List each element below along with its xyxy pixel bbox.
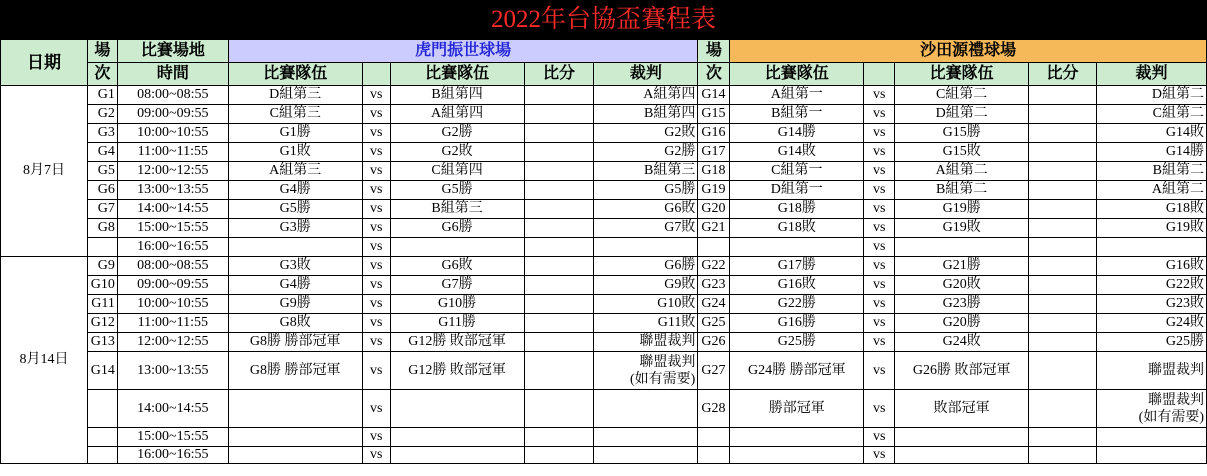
- table-row: [1, 86, 1207, 105]
- referee-venue1: G7敗: [594, 219, 698, 238]
- time-slot: 12:00~12:55: [117, 162, 228, 181]
- score-venue2: [1029, 276, 1097, 295]
- vs-venue1: vs: [362, 162, 390, 181]
- header-score2: 比分: [1029, 63, 1097, 86]
- referee-venue1: G2勝: [594, 143, 698, 162]
- vs-venue2: vs: [864, 219, 895, 238]
- team-a-venue1: A組第三: [228, 162, 362, 181]
- vs-venue2: vs: [864, 162, 895, 181]
- team-a-venue2: G22勝: [730, 295, 864, 314]
- referee-venue2: 聯盟裁判 (如有需要): [1097, 390, 1207, 428]
- time-slot: 16:00~16:55: [117, 447, 228, 464]
- referee-venue1: B組第三: [594, 162, 698, 181]
- referee-venue1: G10敗: [594, 295, 698, 314]
- score-venue1: [524, 314, 594, 333]
- table-row: [1, 219, 1207, 238]
- game-number-venue2: G18: [698, 162, 730, 181]
- vs-venue2: vs: [864, 105, 895, 124]
- referee-venue2: G16敗: [1097, 257, 1207, 276]
- score-venue1: [524, 295, 594, 314]
- score-venue1: [524, 428, 594, 447]
- table-row: [1, 428, 1207, 447]
- table-row: [1, 276, 1207, 295]
- game-number-venue2: G22: [698, 257, 730, 276]
- team-b-venue2: 敗部冠軍: [895, 390, 1029, 428]
- team-b-venue2: G19勝: [895, 200, 1029, 219]
- vs-venue2: vs: [864, 257, 895, 276]
- time-slot: 15:00~15:55: [117, 428, 228, 447]
- team-a-venue2: G24勝 勝部冠軍: [730, 352, 864, 390]
- referee-venue2: G24敗: [1097, 314, 1207, 333]
- game-number-venue1: G6: [87, 181, 117, 200]
- referee-venue2: [1097, 428, 1207, 447]
- score-venue1: [524, 390, 594, 428]
- table-row: [1, 181, 1207, 200]
- vs-venue2: vs: [864, 314, 895, 333]
- header-field-bottom: 次: [87, 63, 117, 86]
- team-a-venue1: G1勝: [228, 124, 362, 143]
- vs-venue1: vs: [362, 124, 390, 143]
- referee-venue1: 聯盟裁判 (如有需要): [594, 352, 698, 390]
- team-a-venue2: G18勝: [730, 200, 864, 219]
- team-b-venue1: G7勝: [390, 276, 524, 295]
- header-referee2: 裁判: [1097, 63, 1207, 86]
- referee-venue1: [594, 447, 698, 464]
- team-a-venue2: G17勝: [730, 257, 864, 276]
- table-row: [1, 162, 1207, 181]
- header-field2-top: 場: [698, 40, 730, 63]
- score-venue1: [524, 257, 594, 276]
- game-number-venue2: G15: [698, 105, 730, 124]
- score-venue1: [524, 219, 594, 238]
- time-slot: 14:00~14:55: [117, 200, 228, 219]
- referee-venue1: B組第四: [594, 105, 698, 124]
- score-venue1: [524, 143, 594, 162]
- vs-venue1: vs: [362, 276, 390, 295]
- referee-venue2: [1097, 238, 1207, 257]
- team-b-venue2: G26勝 敗部冠軍: [895, 352, 1029, 390]
- score-venue2: [1029, 219, 1097, 238]
- team-a-venue1: G1敗: [228, 143, 362, 162]
- table-row: [1, 200, 1207, 219]
- referee-venue1: 聯盟裁判: [594, 333, 698, 352]
- referee-venue2: G14敗: [1097, 124, 1207, 143]
- team-a-venue2: G16敗: [730, 276, 864, 295]
- score-venue2: [1029, 124, 1097, 143]
- team-a-venue1: G8勝 勝部冠軍: [228, 352, 362, 390]
- score-venue1: [524, 124, 594, 143]
- game-number-venue1: G13: [87, 333, 117, 352]
- vs-venue2: vs: [864, 447, 895, 464]
- team-b-venue2: G24敗: [895, 333, 1029, 352]
- referee-venue1: G6敗: [594, 200, 698, 219]
- team-b-venue1: G5勝: [390, 181, 524, 200]
- team-a-venue1: [228, 238, 362, 257]
- team-b-venue2: G15勝: [895, 124, 1029, 143]
- referee-venue1: A組第四: [594, 86, 698, 105]
- score-venue1: [524, 276, 594, 295]
- header-team-b2: 比賽隊伍: [895, 63, 1029, 86]
- game-number-venue1: G2: [87, 105, 117, 124]
- team-a-venue2: G14勝: [730, 124, 864, 143]
- team-a-venue2: G16勝: [730, 314, 864, 333]
- team-a-venue1: G5勝: [228, 200, 362, 219]
- vs-venue2: vs: [864, 428, 895, 447]
- team-b-venue2: G19敗: [895, 219, 1029, 238]
- referee-venue2: D組第二: [1097, 86, 1207, 105]
- team-b-venue1: C組第四: [390, 162, 524, 181]
- score-venue2: [1029, 143, 1097, 162]
- time-slot: 09:00~09:55: [117, 276, 228, 295]
- team-a-venue2: [730, 447, 864, 464]
- team-b-venue1: G10勝: [390, 295, 524, 314]
- header-row-top: [1, 40, 1207, 63]
- referee-venue1: [594, 238, 698, 257]
- time-slot: 10:00~10:55: [117, 124, 228, 143]
- vs-venue2: vs: [864, 276, 895, 295]
- score-venue2: [1029, 295, 1097, 314]
- game-number-venue1: G7: [87, 200, 117, 219]
- team-b-venue1: [390, 390, 524, 428]
- team-b-venue1: G2敗: [390, 143, 524, 162]
- score-venue2: [1029, 390, 1097, 428]
- team-a-venue2: B組第一: [730, 105, 864, 124]
- time-slot: 15:00~15:55: [117, 219, 228, 238]
- team-a-venue2: [730, 428, 864, 447]
- vs-venue1: vs: [362, 219, 390, 238]
- header-time: 時間: [117, 63, 228, 86]
- team-b-venue2: D組第二: [895, 105, 1029, 124]
- table-row: [1, 105, 1207, 124]
- sheet-title: 2022年台協盃賽程表: [0, 0, 1207, 39]
- score-venue2: [1029, 181, 1097, 200]
- team-a-venue1: C組第三: [228, 105, 362, 124]
- referee-venue2: G19敗: [1097, 219, 1207, 238]
- team-b-venue1: B組第四: [390, 86, 524, 105]
- game-number-venue2: G24: [698, 295, 730, 314]
- team-b-venue1: [390, 428, 524, 447]
- team-a-venue1: G4勝: [228, 276, 362, 295]
- game-number-venue2: G21: [698, 219, 730, 238]
- game-number-venue2: G28: [698, 390, 730, 428]
- vs-venue2: vs: [864, 124, 895, 143]
- referee-venue1: G2敗: [594, 124, 698, 143]
- team-b-venue2: G20敗: [895, 276, 1029, 295]
- match-date: 8月7日: [1, 86, 88, 257]
- team-a-venue1: G3敗: [228, 257, 362, 276]
- referee-venue2: [1097, 447, 1207, 464]
- referee-venue2: 聯盟裁判: [1097, 352, 1207, 390]
- game-number-venue2: [698, 428, 730, 447]
- time-slot: 14:00~14:55: [117, 390, 228, 428]
- table-row: [1, 143, 1207, 162]
- game-number-venue1: [87, 447, 117, 464]
- game-number-venue1: G9: [87, 257, 117, 276]
- referee-venue1: G11敗: [594, 314, 698, 333]
- table-row: [1, 314, 1207, 333]
- score-venue2: [1029, 333, 1097, 352]
- game-number-venue2: G19: [698, 181, 730, 200]
- team-a-venue1: G9勝: [228, 295, 362, 314]
- score-venue1: [524, 352, 594, 390]
- team-b-venue1: G12勝 敗部冠軍: [390, 333, 524, 352]
- referee-venue1: [594, 390, 698, 428]
- team-b-venue2: B組第二: [895, 181, 1029, 200]
- table-row: [1, 352, 1207, 390]
- referee-venue1: [594, 428, 698, 447]
- game-number-venue1: G3: [87, 124, 117, 143]
- score-venue1: [524, 86, 594, 105]
- game-number-venue2: G16: [698, 124, 730, 143]
- team-a-venue2: 勝部冠軍: [730, 390, 864, 428]
- score-venue2: [1029, 314, 1097, 333]
- table-row: [1, 390, 1207, 428]
- score-venue1: [524, 200, 594, 219]
- match-date: 8月14日: [1, 257, 88, 464]
- time-slot: 16:00~16:55: [117, 238, 228, 257]
- score-venue1: [524, 447, 594, 464]
- score-venue1: [524, 333, 594, 352]
- score-venue2: [1029, 162, 1097, 181]
- vs-venue1: vs: [362, 86, 390, 105]
- game-number-venue1: G1: [87, 86, 117, 105]
- vs-venue1: vs: [362, 314, 390, 333]
- game-number-venue1: [87, 390, 117, 428]
- team-b-venue2: G21勝: [895, 257, 1029, 276]
- game-number-venue1: G8: [87, 219, 117, 238]
- team-a-venue1: G4勝: [228, 181, 362, 200]
- time-slot: 13:00~13:55: [117, 352, 228, 390]
- vs-venue1: vs: [362, 143, 390, 162]
- score-venue2: [1029, 238, 1097, 257]
- team-b-venue1: G2勝: [390, 124, 524, 143]
- time-slot: 11:00~11:55: [117, 143, 228, 162]
- vs-venue1: vs: [362, 447, 390, 464]
- vs-venue1: vs: [362, 238, 390, 257]
- vs-venue1: vs: [362, 105, 390, 124]
- team-b-venue2: A組第二: [895, 162, 1029, 181]
- team-b-venue1: G11勝: [390, 314, 524, 333]
- team-a-venue2: G18敗: [730, 219, 864, 238]
- header-vs1-blank: [362, 63, 390, 86]
- vs-venue2: vs: [864, 390, 895, 428]
- game-number-venue2: G25: [698, 314, 730, 333]
- time-slot: 12:00~12:55: [117, 333, 228, 352]
- time-slot: 10:00~10:55: [117, 295, 228, 314]
- time-slot: 11:00~11:55: [117, 314, 228, 333]
- referee-venue1: G6勝: [594, 257, 698, 276]
- table-row: [1, 257, 1207, 276]
- header-field-top: 場: [87, 40, 117, 63]
- score-venue1: [524, 181, 594, 200]
- score-venue2: [1029, 352, 1097, 390]
- header-team-a2: 比賽隊伍: [730, 63, 864, 86]
- header-venue-label: 比賽場地: [117, 40, 228, 63]
- team-a-venue2: [730, 238, 864, 257]
- team-b-venue1: B組第三: [390, 200, 524, 219]
- score-venue2: [1029, 257, 1097, 276]
- header-date: 日期: [1, 40, 88, 86]
- game-number-venue1: G11: [87, 295, 117, 314]
- vs-venue1: vs: [362, 181, 390, 200]
- team-a-venue1: [228, 428, 362, 447]
- team-b-venue2: [895, 447, 1029, 464]
- game-number-venue1: G10: [87, 276, 117, 295]
- table-row: [1, 333, 1207, 352]
- schedule-table: [0, 39, 1207, 464]
- referee-venue2: G25勝: [1097, 333, 1207, 352]
- team-b-venue2: C組第二: [895, 86, 1029, 105]
- referee-venue2: B組第二: [1097, 162, 1207, 181]
- game-number-venue1: G5: [87, 162, 117, 181]
- score-venue2: [1029, 447, 1097, 464]
- table-row: [1, 238, 1207, 257]
- header-score1: 比分: [524, 63, 594, 86]
- score-venue1: [524, 238, 594, 257]
- referee-venue2: C組第二: [1097, 105, 1207, 124]
- vs-venue2: vs: [864, 86, 895, 105]
- score-venue1: [524, 162, 594, 181]
- referee-venue2: G14勝: [1097, 143, 1207, 162]
- referee-venue1: G5勝: [594, 181, 698, 200]
- score-venue2: [1029, 428, 1097, 447]
- header-team-a1: 比賽隊伍: [228, 63, 362, 86]
- header-venue2: 沙田源禮球場: [730, 40, 1207, 63]
- team-a-venue2: D組第一: [730, 181, 864, 200]
- game-number-venue1: [87, 428, 117, 447]
- game-number-venue2: G20: [698, 200, 730, 219]
- team-a-venue2: G25勝: [730, 333, 864, 352]
- team-b-venue2: G23勝: [895, 295, 1029, 314]
- vs-venue2: vs: [864, 143, 895, 162]
- referee-venue2: G18敗: [1097, 200, 1207, 219]
- time-slot: 08:00~08:55: [117, 257, 228, 276]
- team-b-venue1: [390, 238, 524, 257]
- vs-venue1: vs: [362, 295, 390, 314]
- header-row-bottom: [1, 63, 1207, 86]
- vs-venue2: vs: [864, 181, 895, 200]
- vs-venue1: vs: [362, 257, 390, 276]
- table-row: [1, 124, 1207, 143]
- header-referee1: 裁判: [594, 63, 698, 86]
- team-b-venue1: A組第四: [390, 105, 524, 124]
- vs-venue2: vs: [864, 238, 895, 257]
- game-number-venue2: G23: [698, 276, 730, 295]
- header-venue1: 虎門振世球場: [228, 40, 698, 63]
- header-vs2-blank: [864, 63, 895, 86]
- vs-venue1: vs: [362, 428, 390, 447]
- team-a-venue1: G3勝: [228, 219, 362, 238]
- game-number-venue2: G26: [698, 333, 730, 352]
- team-a-venue1: G8敗: [228, 314, 362, 333]
- team-a-venue1: G8勝 勝部冠軍: [228, 333, 362, 352]
- referee-venue2: G23敗: [1097, 295, 1207, 314]
- game-number-venue2: G27: [698, 352, 730, 390]
- vs-venue2: vs: [864, 295, 895, 314]
- score-venue2: [1029, 200, 1097, 219]
- team-b-venue2: [895, 428, 1029, 447]
- score-venue1: [524, 105, 594, 124]
- game-number-venue1: G12: [87, 314, 117, 333]
- vs-venue2: vs: [864, 200, 895, 219]
- vs-venue1: vs: [362, 390, 390, 428]
- team-a-venue1: [228, 390, 362, 428]
- table-row: [1, 295, 1207, 314]
- game-number-venue1: [87, 238, 117, 257]
- score-venue2: [1029, 105, 1097, 124]
- team-a-venue2: G14敗: [730, 143, 864, 162]
- team-b-venue2: G20勝: [895, 314, 1029, 333]
- header-field2-bottom: 次: [698, 63, 730, 86]
- team-b-venue1: G12勝 敗部冠軍: [390, 352, 524, 390]
- team-a-venue1: [228, 447, 362, 464]
- team-b-venue2: G15敗: [895, 143, 1029, 162]
- team-b-venue1: G6勝: [390, 219, 524, 238]
- team-b-venue1: G6敗: [390, 257, 524, 276]
- header-team-b1: 比賽隊伍: [390, 63, 524, 86]
- game-number-venue2: G14: [698, 86, 730, 105]
- referee-venue1: G9敗: [594, 276, 698, 295]
- team-a-venue1: D組第三: [228, 86, 362, 105]
- team-b-venue2: [895, 238, 1029, 257]
- vs-venue1: vs: [362, 352, 390, 390]
- vs-venue1: vs: [362, 333, 390, 352]
- vs-venue2: vs: [864, 352, 895, 390]
- team-a-venue2: C組第一: [730, 162, 864, 181]
- time-slot: 13:00~13:55: [117, 181, 228, 200]
- game-number-venue2: G17: [698, 143, 730, 162]
- vs-venue1: vs: [362, 200, 390, 219]
- game-number-venue1: G14: [87, 352, 117, 390]
- game-number-venue1: G4: [87, 143, 117, 162]
- table-row: [1, 447, 1207, 464]
- score-venue2: [1029, 86, 1097, 105]
- team-a-venue2: A組第一: [730, 86, 864, 105]
- game-number-venue2: [698, 238, 730, 257]
- vs-venue2: vs: [864, 333, 895, 352]
- referee-venue2: A組第二: [1097, 181, 1207, 200]
- team-b-venue1: [390, 447, 524, 464]
- time-slot: 08:00~08:55: [117, 86, 228, 105]
- referee-venue2: G22敗: [1097, 276, 1207, 295]
- game-number-venue2: [698, 447, 730, 464]
- time-slot: 09:00~09:55: [117, 105, 228, 124]
